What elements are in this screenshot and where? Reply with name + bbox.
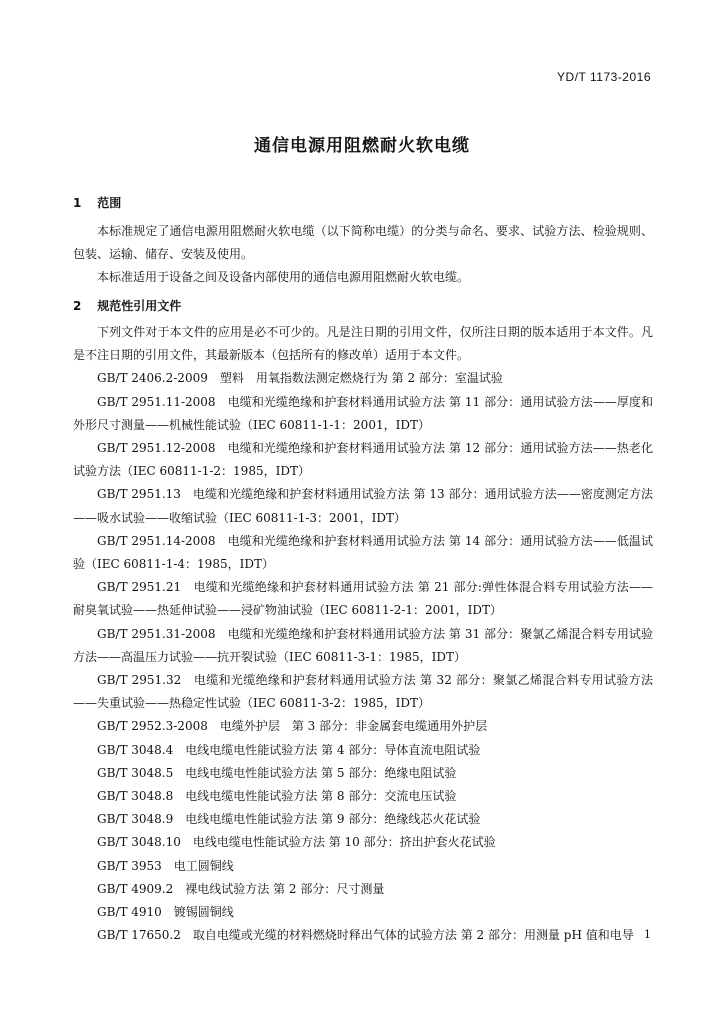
section-1-body: [73, 220, 653, 290]
reference-item: GB/T 4910 镀锡圆铜线: [97, 905, 234, 920]
reference-item: GB/T 17650.2 取自电缆或光缆的材料燃烧时释出气体的试验方法 第 2 部分：用测量 pH 值和电导: [97, 928, 634, 943]
reference-item: GB/T 3048.5 电线电缆电性能试验方法 第 5 部分：绝缘电阻试验: [97, 765, 457, 780]
standard-code: YD/T 1173-2016: [557, 70, 651, 84]
reference-item: GB/T 3953 电工圆铜线: [97, 858, 234, 873]
reference-item: GB/T 2951.32 电缆和光缆绝缘和护套材料通用试验方法 第 32 部分：聚氯乙烯混合料专用试验方法——失重试验——热稳定性试验（IEC 60811-3-2：1985，IDT）: [73, 673, 653, 711]
paragraph: 下列文件对于本文件的应用是必不可少的。凡是注日期的引用文件，仅所注日期的版本适用于本文件。凡是不注日期的引用文件，其最新版本（包括所有的修改单）适用于本文件。: [73, 325, 653, 363]
reference-item: GB/T 2951.12-2008 电缆和光缆绝缘和护套材料通用试验方法 第 12 部分：通用试验方法——热老化试验方法（IEC 60811-1-2：1985，IDT）: [73, 441, 653, 479]
reference-item: GB/T 2952.3-2008 电缆外护层 第 3 部分：非金属套电缆通用外护层: [97, 719, 488, 734]
reference-item: GB/T 4909.2 裸电线试验方法 第 2 部分：尺寸测量: [97, 881, 385, 896]
reference-item: GB/T 2951.13 电缆和光缆绝缘和护套材料通用试验方法 第 13 部分：通用试验方法——密度测定方法——吸水试验——收缩试验（IEC 60811-1-3：2001，IDT）: [73, 487, 653, 525]
section-1-heading: [73, 194, 121, 211]
reference-item: GB/T 2951.11-2008 电缆和光缆绝缘和护套材料通用试验方法 第 11 部分：通用试验方法——厚度和外形尺寸测量——机械性能试验（IEC 60811-1-1：2001，IDT）: [73, 394, 653, 432]
section-2-heading: [73, 297, 181, 314]
reference-item: GB/T 2951.14-2008 电缆和光缆绝缘和护套材料通用试验方法 第 14 部分：通用试验方法——低温试验（IEC 60811-1-4：1985，IDT）: [73, 533, 653, 572]
section-1-title: 范围: [97, 196, 122, 210]
section-2-title: 规范性引用文件: [97, 299, 182, 313]
paragraph: 本标准规定了通信电源用阻燃耐火软电缆（以下简称电缆）的分类与命名、要求、试验方法、检验规则、包装、运输、储存、安装及使用。: [73, 224, 653, 262]
reference-item: GB/T 3048.4 电线电缆电性能试验方法 第 4 部分：导体直流电阻试验: [97, 742, 481, 757]
section-1-number: 1: [73, 196, 82, 210]
paragraph: 本标准适用于设备之间及设备内部使用的通信电源用阻燃耐火软电缆。: [97, 270, 470, 285]
document-title: 通信电源用阻燃耐火软电缆: [254, 136, 470, 156]
reference-item: GB/T 2951.21 电缆和光缆绝缘和护套材料通用试验方法 第 21 部分:弹性体混合料专用试验方法——耐臭氧试验——热延伸试验——浸矿物油试验（IEC 60811-2-1：2001，IDT）: [73, 580, 653, 618]
reference-item: GB/T 3048.10 电线电缆电性能试验方法 第 10 部分：挤出护套火花试验: [97, 835, 496, 850]
section-2-number: 2: [73, 299, 82, 313]
reference-item: GB/T 3048.9 电线电缆电性能试验方法 第 9 部分：绝缘线芯火花试验: [97, 812, 481, 827]
reference-item: GB/T 3048.8 电线电缆电性能试验方法 第 8 部分：交流电压试验: [97, 789, 457, 804]
reference-item: GB/T 2406.2-2009 塑料 用氧指数法测定燃烧行为 第 2 部分：室温试验: [97, 371, 503, 386]
reference-item: GB/T 2951.31-2008 电缆和光缆绝缘和护套材料通用试验方法 第 31 部分：聚氯乙烯混合料专用试验方法——高温压力试验——抗开裂试验（IEC 60811-3-1：1985，IDT）: [73, 626, 653, 664]
section-2-body: [73, 321, 653, 947]
page-number: 1: [644, 928, 651, 941]
